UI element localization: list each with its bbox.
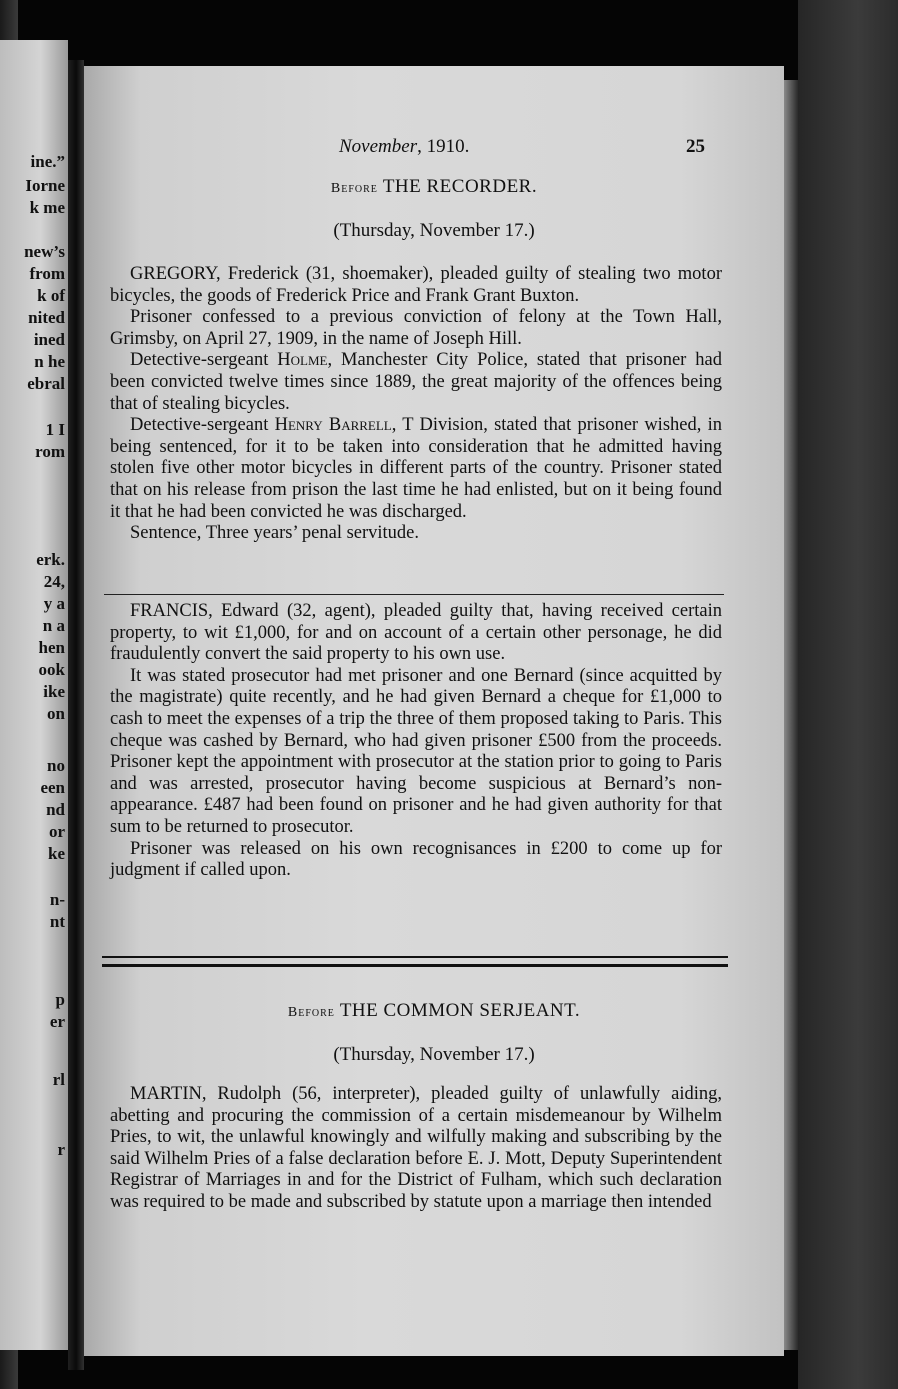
facing-page-fragment bbox=[0, 40, 68, 1350]
header-year: , 1910. bbox=[417, 136, 470, 157]
fragment: n he bbox=[34, 352, 65, 371]
fragment: ine.” bbox=[30, 152, 65, 171]
fragment: r bbox=[57, 1140, 65, 1159]
paragraph bbox=[110, 350, 722, 415]
heading-before: Before bbox=[287, 1005, 335, 1020]
case-gregory bbox=[110, 264, 722, 545]
session-date: (Thursday, November 17.) bbox=[333, 220, 535, 241]
text: , Manchester City Police, stated that prisoner had been convicted twelve times since 1889, the great majority of the offences being that of stealing bicycles. bbox=[110, 350, 722, 414]
fragment: n a bbox=[42, 616, 65, 635]
officer-name: Holme bbox=[277, 350, 328, 371]
fragment: Iorne bbox=[25, 176, 65, 195]
fragment: erk. bbox=[36, 550, 65, 569]
paragraph bbox=[110, 415, 722, 523]
heading-court: THE COMMON SERJEANT. bbox=[339, 1000, 581, 1021]
fragment: hen bbox=[38, 638, 65, 657]
fragment: ebral bbox=[27, 374, 65, 393]
heading-court: THE RECORDER. bbox=[382, 176, 538, 197]
fragment: nt bbox=[49, 912, 65, 931]
book-page bbox=[84, 66, 784, 1356]
fragment: een bbox=[40, 778, 65, 797]
section-heading-common-serjeant bbox=[84, 1000, 784, 1022]
fragment: ke bbox=[48, 844, 65, 863]
fragment: rl bbox=[52, 1070, 65, 1089]
case-francis bbox=[110, 601, 722, 882]
fragment: no bbox=[47, 756, 65, 775]
text: Detective-sergeant bbox=[130, 415, 275, 436]
section-heading-recorder bbox=[84, 176, 784, 198]
paragraph: It was stated prosecutor had met prisoner and one Bernard (since acquitted by the magistrate) quite recently, and he had given Bernard a cheque for £1,000 to cash to meet the expenses of a trip the three of them proposed taking to Paris. This cheque was cashed by Bernard, who had given prisoner £500 from the proceeds. Prisoner kept the appointment with prosecutor at the station prior to going to Paris and was arrested, prosecutor having become suspicious at Bernard’s non-appearance. £487 had been found on prisoner and he had given authority for that sum to be returned to prosecutor. bbox=[110, 665, 722, 837]
fragment: from bbox=[29, 264, 65, 283]
header-month: November bbox=[339, 136, 418, 157]
paragraph: Prisoner confessed to a previous conviction of felony at the Town Hall, Grimsby, on April 27, 1909, in the name of Joseph Hill. bbox=[110, 307, 722, 349]
text: , T Division, stated that prisoner wished, in being sentenced, for it to be taken into consideration that he admitted having stolen five other motor bicycles in different parts of the country. Prisoner stated that on his release from prison the last time he had enlisted, but on it being found it that he had been convicted he was discharged. bbox=[110, 415, 722, 522]
section-divider bbox=[102, 956, 728, 967]
fragment: 1 I bbox=[45, 420, 65, 439]
fragment: ike bbox=[43, 682, 65, 701]
fragment: rom bbox=[35, 442, 65, 461]
fragment: ined bbox=[33, 330, 65, 349]
fragment: new’s bbox=[24, 242, 65, 261]
heading-before: Before bbox=[330, 181, 378, 196]
book-spine bbox=[68, 60, 84, 1370]
fragment: nited bbox=[28, 308, 65, 327]
fragment: nd bbox=[46, 800, 65, 819]
case-martin bbox=[110, 1084, 722, 1214]
paragraph: GREGORY, Frederick (31, shoemaker), pleaded guilty of stealing two motor bicycles, the goods of Frederick Price and Frank Grant Buxton. bbox=[110, 264, 722, 306]
fragment: ook bbox=[38, 660, 65, 679]
page-edge bbox=[784, 80, 798, 1350]
text: Detective-sergeant bbox=[130, 350, 278, 371]
fragment: or bbox=[48, 822, 65, 841]
fragment: y a bbox=[43, 594, 65, 613]
page-number: 25 bbox=[686, 136, 705, 157]
fragment: on bbox=[47, 704, 65, 723]
fragment: k me bbox=[29, 198, 65, 217]
fragment: er bbox=[49, 1012, 65, 1031]
paragraph: MARTIN, Rudolph (56, interpreter), pleaded guilty of unlawfully aiding, abetting and procuring the commission of a certain misdemeanour by Wilhelm Pries, to wit, the unlawful knowingly and wilfully making and subscribing by the said Wilhelm Pries of a false declaration before E. J. Mott, Deputy Superintendent Registrar of Marriages in and for the District of Fulham, which such declaration was required to be made and subscribed by statute upon a marriage then intended bbox=[110, 1084, 722, 1212]
fragment: k of bbox=[37, 286, 65, 305]
officer-name: Henry Barrell bbox=[274, 415, 392, 436]
fragment: n- bbox=[49, 890, 65, 909]
fragment: p bbox=[55, 990, 65, 1009]
running-header bbox=[339, 136, 469, 158]
paragraph: Sentence, Three years’ penal servitude. bbox=[130, 523, 420, 544]
background-right bbox=[798, 0, 898, 1389]
paragraph: FRANCIS, Edward (32, agent), pleaded guilty that, having received certain property, to wit £1,000, for and on account of a certain other personage, he did fraudulently convert the said property to his own use. bbox=[110, 601, 722, 665]
paragraph: Prisoner was released on his own recognisances in £200 to come up for judgment if called upon. bbox=[110, 838, 722, 881]
session-date: (Thursday, November 17.) bbox=[333, 1044, 535, 1065]
case-divider bbox=[104, 594, 724, 595]
fragment: 24, bbox=[43, 572, 65, 591]
